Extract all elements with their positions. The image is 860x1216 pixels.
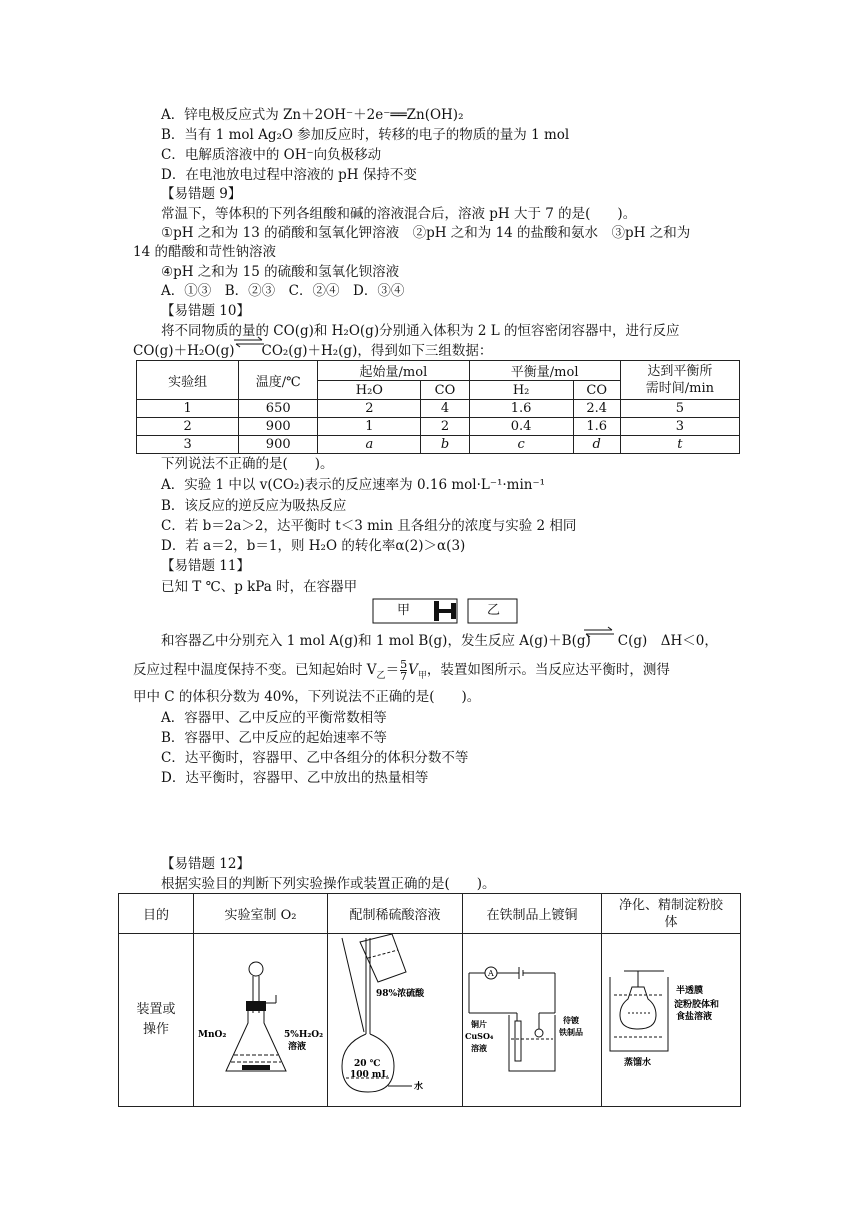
o2-apparatus-cell: [194, 934, 328, 1107]
cell: 2: [421, 418, 469, 436]
cell: 3: [137, 436, 239, 454]
cell: 0.4: [469, 418, 573, 436]
th-sub-h2: H₂: [469, 381, 573, 400]
th-starch-line2: 体: [664, 914, 678, 930]
o2-h2o2-label-1: 5%H₂O₂: [283, 1030, 323, 1040]
plating-cu-label-3: 溶液: [471, 1043, 487, 1053]
dialysis-water-label: 蒸馏水: [624, 1058, 652, 1068]
row-label: [119, 934, 194, 1107]
cell: 1: [318, 418, 421, 436]
q8-option-c: C．电解质溶液中的 OH⁻向负极移动: [161, 147, 382, 163]
th-eq: 平衡量/mol: [469, 361, 620, 381]
acid-apparatus-cell: [328, 934, 463, 1107]
q10-ask: 下列说法不正确的是( )。: [161, 456, 334, 472]
cell: 2: [137, 418, 239, 436]
acid-flask-figure: [330, 934, 460, 1102]
sub-yi: 乙: [376, 671, 386, 681]
q11-option-c: C．达平衡时，容器甲、乙中各组分的体积分数不等: [161, 750, 469, 766]
th-time-line1: 达到平衡所: [647, 364, 713, 379]
dialysis-figure: [604, 963, 738, 1073]
q11-stem-line2: 和容器乙中分别充入 1 mol A(g)和 1 mol B(g)，发生反应 A(g)＋B(g) C(g) ΔH＜0，: [161, 633, 718, 649]
q12-stem: 根据实验目的判断下列实验操作或装置正确的是( )。: [161, 876, 496, 892]
q11-stem-line3-b: ，装置如图所示。当反应达平衡时，测得: [426, 662, 670, 678]
o2-h2o2-label-2: 溶液: [287, 1042, 306, 1052]
cell: 4: [421, 400, 469, 418]
q10-stem-line1: 将不同物质的量的 CO(g)和 H₂O(g)分别通入体积为 2 L 的恒容密闭容器中，进行反应: [161, 323, 680, 339]
cell: d: [573, 436, 620, 454]
th-group: 实验组: [137, 361, 239, 400]
th-time: [620, 361, 739, 400]
th-time-line2: 需时间/min: [645, 381, 714, 396]
fraction: [400, 659, 407, 682]
cell: c: [469, 436, 573, 454]
acid-vol-label: 100 mL: [350, 1070, 388, 1080]
th-temp: 温度/℃: [239, 361, 318, 400]
th-acid: 配制稀硫酸溶液: [328, 894, 463, 934]
th-o2: 实验室制 O₂: [194, 894, 328, 934]
th-starch-line1: 净化、精制淀粉胶: [618, 897, 723, 913]
q10-option-b: B．该反应的逆反应为吸热反应: [161, 498, 347, 514]
dialysis-colloid-label-2: 食盐溶液: [676, 1012, 713, 1022]
th-start: 起始量/mol: [318, 361, 469, 381]
q11-option-d: D．达平衡时，容器甲、乙中放出的热量相等: [161, 770, 429, 786]
q8-option-d: D．在电池放电过程中溶液的 pH 保持不变: [161, 167, 417, 183]
th-sub-h2o: H₂O: [318, 381, 421, 400]
th-sub-co: CO: [421, 381, 469, 400]
cell: 650: [239, 400, 318, 418]
q11-stem-line1: 已知 T ℃、p kPa 时，在容器甲: [161, 579, 358, 595]
acid-conc-label: 98%浓硫酸: [376, 989, 425, 999]
plating-fe-label-2: 铁制品: [559, 1027, 583, 1037]
cell: t: [620, 436, 739, 454]
q9-item4: ④pH 之和为 15 的硫酸和氢氧化钡溶液: [161, 264, 400, 280]
dialysis-colloid-label-1: 淀粉胶体和: [674, 1000, 720, 1010]
cell: 1.6: [573, 418, 620, 436]
q11-option-a: A．容器甲、乙中反应的平衡常数相等: [161, 710, 387, 726]
q10-stem-line2: CO(g)＋H₂O(g) CO₂(g)＋H₂(g)，得到如下三组数据：: [133, 343, 493, 359]
cell: a: [318, 436, 421, 454]
th-plate: 在铁制品上镀铜: [463, 894, 602, 934]
acid-temp-label: 20 ℃: [354, 1059, 381, 1069]
o2-mno2-label: MnO₂: [197, 1030, 226, 1040]
q11-stem-line3: [133, 659, 670, 682]
q10-option-a: A．实验 1 中以 v(CO₂)表示的反应速率为 0.16 mol·L⁻¹·min⁻¹: [161, 477, 546, 493]
dialysis-membrane-label: 半透膜: [676, 986, 704, 996]
q10-option-d: D．若 a＝2，b＝1，则 H₂O 的转化率α(2)＞α(3): [161, 538, 466, 554]
q9-choices: A．①③ B．②③ C．②④ D．③④: [161, 283, 405, 299]
q10-heading: 【易错题 10】: [161, 303, 250, 319]
q9-item1-line1: ①pH 之和为 13 的硝酸和氢氧化钾溶液 ②pH 之和为 14 的盐酸和氨水 ③pH 之和为: [161, 225, 691, 241]
eq-sign: ＝: [385, 662, 400, 678]
q10-option-c: C．若 b＝2a＞2，达平衡时 t＜3 min 且各组分的浓度与实验 2 相同: [161, 518, 577, 534]
container-yi-label: 乙: [487, 603, 501, 618]
plating-cu-label-2: CuSO₄: [465, 1031, 494, 1041]
frac-num: 5: [400, 658, 408, 671]
cell: 900: [239, 436, 318, 454]
equilibrium-arrow-icon: [582, 625, 616, 639]
plating-cu-label-1: 铜片: [471, 1019, 487, 1029]
table-row: [137, 418, 740, 436]
sub-jia: 甲: [417, 671, 427, 681]
table-row: [137, 400, 740, 418]
plating-cell-figure: [465, 953, 599, 1083]
equilibrium-arrow-icon: [232, 335, 266, 349]
ammeter-label: A: [488, 969, 494, 978]
q8-option-b: B．当有 1 mol Ag₂O 参加反应时，转移的电子的物质的量为 1 mol: [161, 127, 570, 143]
q11-stem-line3-a: 反应过程中温度保持不变。已知起始时 V: [133, 662, 377, 678]
q11-stem-line4: 甲中 C 的体积分数为 40%，下列说法不正确的是( )。: [133, 689, 481, 705]
q12-apparatus-table: [118, 893, 741, 1107]
cell: 900: [239, 418, 318, 436]
th-sub-co-eq: CO: [573, 381, 620, 400]
cell: 3: [620, 418, 739, 436]
row-label-line2: 操作: [142, 1022, 169, 1037]
plating-apparatus-cell: [463, 934, 602, 1107]
q9-item1-line2: 14 的醋酸和苛性钠溶液: [133, 244, 276, 260]
cell: 2: [318, 400, 421, 418]
plating-fe-label-1: 待镀: [563, 1015, 579, 1025]
o2-flask-figure: [196, 943, 326, 1093]
q8-option-a: A．锌电极反应式为 Zn＋2OH⁻＋2e⁻══Zn(OH)₂: [161, 107, 464, 123]
acid-water-label: 水: [414, 1082, 424, 1092]
th-starch: [602, 894, 741, 934]
dialysis-apparatus-cell: [602, 934, 741, 1107]
q9-heading: 【易错题 9】: [161, 186, 242, 202]
q11-option-b: B．容器甲、乙中反应的起始速率不等: [161, 730, 387, 746]
cell: 5: [620, 400, 739, 418]
q9-stem: 常温下，等体积的下列各组酸和碱的溶液混合后，溶液 pH 大于 7 的是( )。: [161, 206, 637, 222]
q10-data-table: [136, 360, 740, 454]
th-purpose: 目的: [119, 894, 194, 934]
cell: b: [421, 436, 469, 454]
q11-heading: 【易错题 11】: [161, 558, 250, 574]
cell: 1: [137, 400, 239, 418]
table-row: [137, 436, 740, 454]
q12-heading: 【易错题 12】: [161, 856, 250, 872]
v-jia: V: [408, 662, 418, 678]
cell: 1.6: [469, 400, 573, 418]
frac-den: 7: [400, 670, 408, 683]
container-jia-label: 甲: [397, 603, 411, 618]
cell: 2.4: [573, 400, 620, 418]
row-label-line1: 装置或: [136, 1002, 176, 1017]
